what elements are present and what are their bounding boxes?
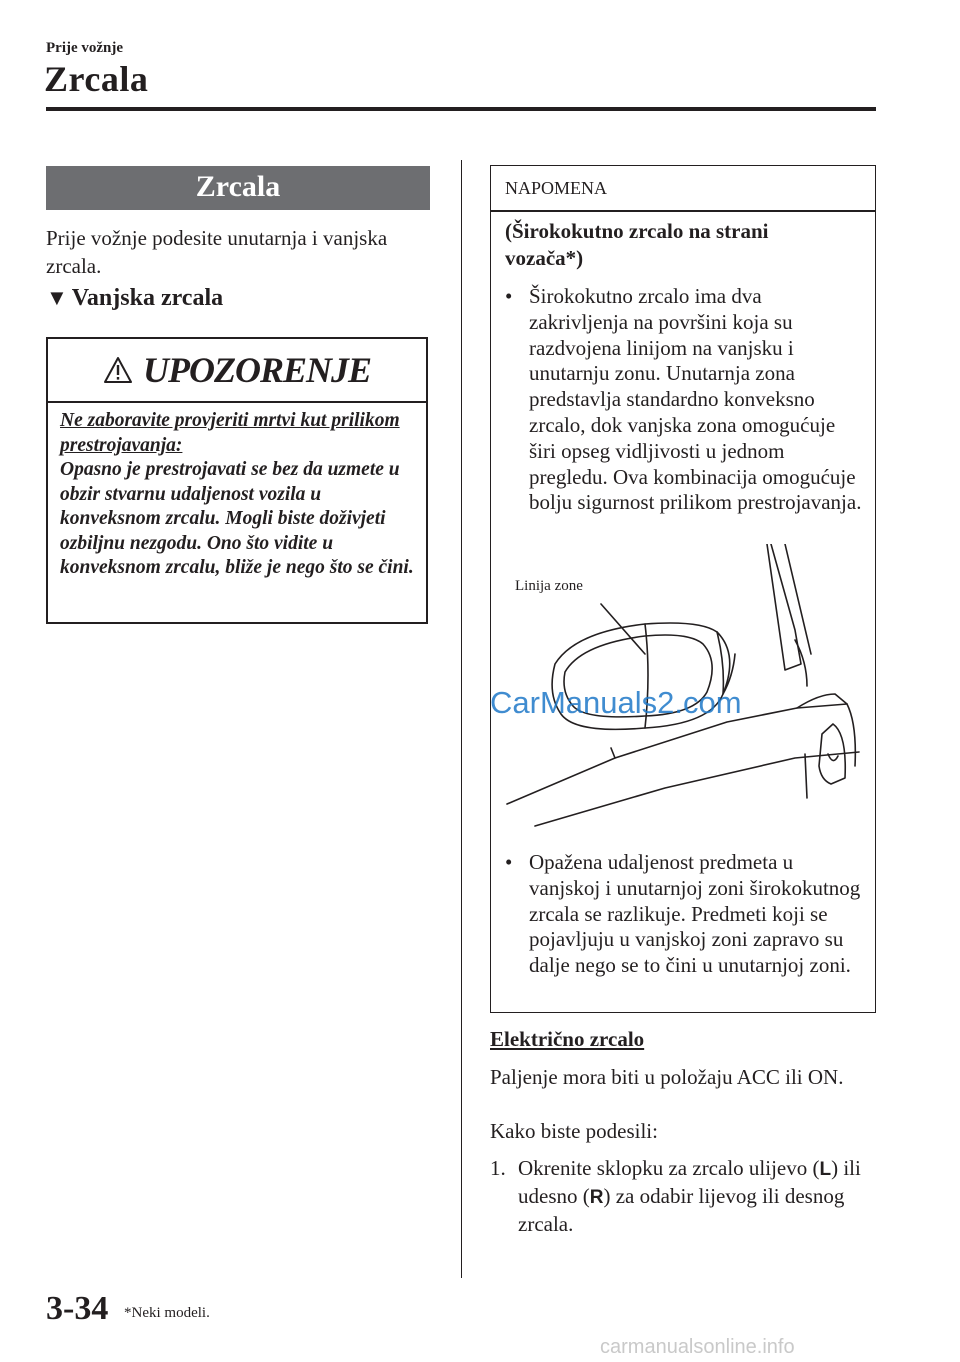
- section-bar: Zrcala: [46, 166, 430, 210]
- step-text-part: Okrenite sklopku za zrcalo ulijevo (: [518, 1156, 820, 1180]
- step-item: [490, 1155, 880, 1238]
- note-bullet-text: Opažena udaljenost predmeta u vanjskoj i unutarnjoj zoni širokokutnog zrcala se razlikuje. Predmeti koji se pojavljuju u vanjskoj zoni zapravo su dalje nego se to čini u unutarnjoj zoni.: [529, 850, 861, 978]
- triangle-bullet-icon: ▼: [46, 285, 68, 310]
- warning-underlined: Ne zaboravite provjeriti mrtvi kut prilikom prestrojavanja:: [60, 410, 400, 456]
- bullet-dot-icon: •: [505, 850, 513, 874]
- footnote: *Neki modeli.: [124, 1305, 210, 1321]
- page-title: Zrcala: [44, 59, 149, 99]
- source-watermark: carmanualsonline.info: [600, 1336, 795, 1358]
- warning-triangle-icon: [103, 356, 133, 384]
- note-rule: [491, 210, 875, 212]
- warning-rule: [48, 401, 426, 403]
- header-rule: [46, 107, 876, 111]
- step-number: 1.: [490, 1156, 506, 1180]
- note-title: NAPOMENA: [505, 178, 608, 198]
- key-r: R: [589, 1187, 604, 1208]
- note-box: [490, 165, 876, 1013]
- warning-body: Opasno je prestrojavati se bez da uzmete u obzir stvarnu udaljenost vozila u konveksnom zrcalu. Mogli biste doživjeti ozbiljnu nezgodu. Ono što vidite u konveksnom zrcalu, bliže je nego što se čini.: [60, 459, 414, 578]
- intro-paragraph: Prije vožnje podesite unutarnja i vanjska zrcala.: [46, 226, 388, 278]
- warning-label: UPOZORENJE: [142, 350, 371, 390]
- paragraph: Kako biste podesili:: [490, 1119, 658, 1143]
- electric-mirror-heading: Električno zrcalo: [490, 1027, 645, 1051]
- step-text: [518, 1155, 880, 1238]
- figure-label: Linija zone: [515, 578, 583, 594]
- warning-text: [60, 409, 416, 581]
- subheading-text: Vanjska zrcala: [71, 285, 224, 311]
- note-bullet: [505, 284, 865, 516]
- bullet-dot-icon: •: [505, 284, 513, 308]
- column-divider: [461, 160, 462, 1278]
- paragraph: Paljenje mora biti u položaju ACC ili ON.: [490, 1065, 844, 1089]
- warning-box: [46, 337, 428, 624]
- step-text-part: ) ili udesno (: [518, 1156, 861, 1208]
- page-number: 3-34: [46, 1290, 109, 1327]
- step-text-part: ) za odabir lijevog ili desnog zrcala.: [518, 1184, 845, 1236]
- section-header: Prije vožnje: [46, 40, 124, 56]
- note-subtitle: (Širokokutno zrcalo na strani vozača*): [505, 219, 769, 270]
- carmanuals-watermark: CarManuals2.com: [490, 685, 742, 720]
- subheading: [46, 285, 223, 312]
- note-bullet: [505, 850, 865, 979]
- key-l: L: [819, 1159, 832, 1180]
- warning-title: [48, 339, 426, 401]
- note-bullet-text: Širokokutno zrcalo ima dva zakrivljenja na površini koja su razdvojena linijom na vanjsku i unutarnju zonu. Unutarnja zona predstavlja standardno konveksno zrcalo, dok vanjska zona omogućuje širi opseg vidljivosti u jednom pregledu. Ova kombinacija omogućuje bolju sigurnost prilikom prestrojavanja.: [529, 284, 862, 515]
